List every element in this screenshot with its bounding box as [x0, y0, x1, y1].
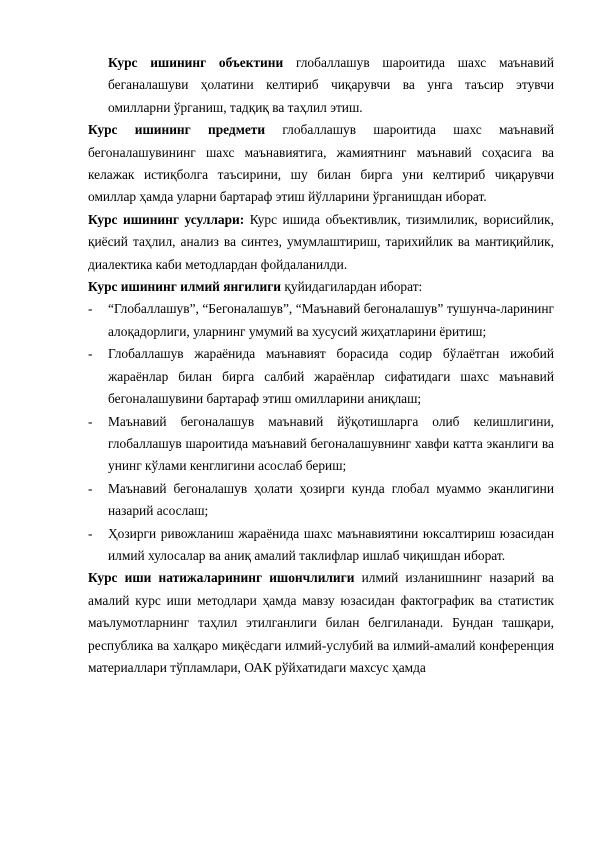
list-item [88, 411, 554, 478]
paragraph-methods [88, 209, 554, 276]
heading-object: Курс ишининг объектини [108, 55, 284, 70]
list-item-text: Маънавий бегоналашув маънавий йўқотишларга олиб келишлигини, глобаллашув шароитида маънавий бегоналашувнинг хавфи катта эканлиги ва унинг кўлами кенглигини асослаб бериш; [108, 413, 554, 474]
paragraph-novelty [88, 276, 554, 298]
list-dash: - [88, 346, 93, 362]
text-subject: глобаллашув шароитида шахс маънавий бегоналашувининг шахс маънавиятига, жамиятнинг маънавий соҳасига ва келажак истиқболга таъсирини, шу билан бирга уни келтириб чиқарувчи омиллар ҳамда уларни бартараф этиш йўлларини ўрганишдан иборат. [88, 122, 554, 205]
paragraph-subject [88, 119, 554, 209]
heading-methods: Курс ишининг усуллари: [88, 211, 245, 227]
paragraph-object [108, 52, 554, 119]
list-dash: - [88, 413, 93, 429]
text-object: глобаллашув шароитида шахс маънавий беганалашуви ҳолатини келтириб чиқарувчи ва унга таъсир этувчи омилларни ўрганиш, тадқиқ ва таҳлил этиш. [108, 55, 554, 115]
list-item-text: Маънавий бегоналашув ҳолати ҳозирги кунда глобал муаммо эканлигини назарий асослаш; [108, 480, 554, 519]
list-item [88, 343, 554, 410]
list-dash: - [88, 525, 93, 541]
heading-novelty: Курс ишининг илмий янгилиги [88, 279, 282, 295]
document-body [88, 52, 554, 679]
list-item-text: Ҳозирги ривожланиш жараёнида шахс маънавиятини юксалтириш юзасидан илмий хулосалар ва аниқ амалий таклифлар ишлаб чиқишдан иборат. [108, 525, 554, 563]
text-reliability: илмий изланишнинг назарий ва амалий курс иши методлари ҳамда мавзу юзасидан фактографик ва статистик маълумотларнинг таҳлил этилганлиги билан белгиланади. Бундан ташқари, республика ва халқаро миқёсдаги илмий-услубий ва илмий-амалий конференция материаллари тўпламлари, ОАК рўйхатидаги махсус ҳамда [88, 570, 554, 675]
list-item [88, 478, 554, 523]
text-methods: Курс ишида объективлик, тизимлилик, ворисийлик, қиёсий таҳлил, анализ ва синтез, умумлаштириш, тарихийлик ва мантиқийлик, диалектика каби методлардан фойдаланилди. [88, 211, 554, 272]
list-dash: - [88, 480, 93, 496]
paragraph-reliability [88, 567, 554, 679]
list-item [88, 298, 554, 343]
list-dash: - [88, 301, 93, 317]
heading-reliability: Курс иши натижаларининг ишончлилиги [88, 570, 355, 586]
list-item-text: Глобаллашув жараёнида маънавият борасида содир бўлаётган ижобий жараёнлар билан бирга салбий жараёнлар сифатидаги шахс маънавий бегоналашувини бартараф этиш омилларини аниқлаш; [108, 346, 554, 407]
list-item [88, 523, 554, 568]
heading-subject: Курс ишининг предмети [88, 122, 266, 138]
list-item-text: “Глобаллашув”, “Бегоналашув”, “Маънавий бегоналашув” тушунча-ларининг алоқадорлиги, уларнинг умумий ва хусусий жиҳатларини ёритиш; [108, 301, 554, 339]
text-novelty: қуйидагилардан иборат: [281, 279, 423, 295]
